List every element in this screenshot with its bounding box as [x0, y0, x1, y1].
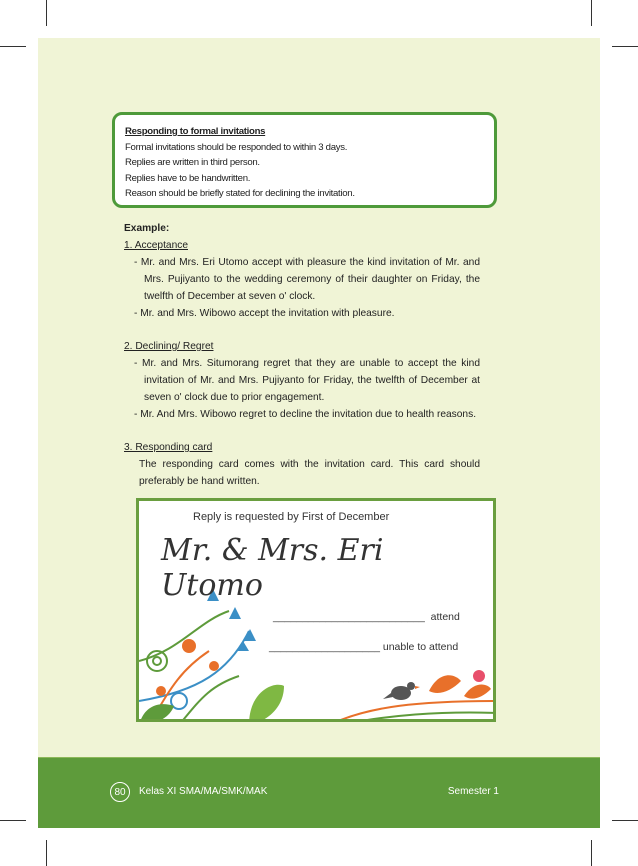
- footer-class-label: Kelas XI SMA/MA/SMK/MAK: [139, 786, 268, 797]
- responding-card-text: The responding card comes with the invitation card. This card should preferably be hand written.: [139, 459, 480, 487]
- declining-item: - Mr. And Mrs. Wibowo regret to decline the invitation due to health reasons.: [134, 409, 477, 420]
- rules-line: Replies are written in third person.: [125, 157, 260, 168]
- acceptance-heading: 1. Acceptance: [124, 240, 188, 251]
- example-section: [124, 220, 480, 490]
- acceptance-item: - Mr. and Mrs. Eri Utomo accept with pleasure the kind invitation of Mr. and Mrs. Pujiyanto to the wedding ceremony of their daughter on Friday, the twelfth of December at seven o' clock.: [134, 257, 480, 302]
- rules-line: Formal invitations should be responded to within 3 days.: [125, 141, 348, 153]
- unable-line: ___________________ unable to attend: [269, 641, 459, 653]
- rules-line: Reason should be briefly stated for declining the invitation.: [125, 188, 355, 199]
- reply-request-text: Reply is requested by First of December: [193, 511, 390, 523]
- declining-item: - Mr. and Mrs. Situmorang regret that they are unable to accept the kind invitation of Mr. and Mrs. Pujiyanto for Friday, the twelfth of December at seven o' clock due to prior engagement.: [134, 358, 480, 403]
- reply-card: [136, 498, 496, 722]
- declining-heading: 2. Declining/ Regret: [124, 341, 214, 352]
- crop-mark: [46, 840, 47, 866]
- rules-line: Replies have to be handwritten.: [125, 172, 251, 184]
- rules-box: [112, 112, 497, 208]
- crop-mark: [612, 820, 638, 821]
- acceptance-item: - Mr. and Mrs. Wibowo accept the invitation with pleasure.: [134, 308, 395, 319]
- page-number: 80: [110, 782, 130, 802]
- attend-line: __________________________ attend: [273, 611, 460, 623]
- crop-mark: [0, 820, 26, 821]
- crop-mark: [612, 46, 638, 47]
- crop-mark: [0, 46, 26, 47]
- crop-mark: [591, 840, 592, 866]
- footer-semester-label: Semester 1: [447, 786, 499, 797]
- responding-card-heading: 3. Responding card: [124, 442, 213, 453]
- example-heading: Example:: [124, 223, 170, 234]
- guest-name: Mr. & Mrs. Eri Utomo: [161, 533, 384, 603]
- crop-mark: [46, 0, 47, 26]
- rules-title: Responding to formal invitations: [125, 126, 266, 137]
- crop-mark: [591, 0, 592, 26]
